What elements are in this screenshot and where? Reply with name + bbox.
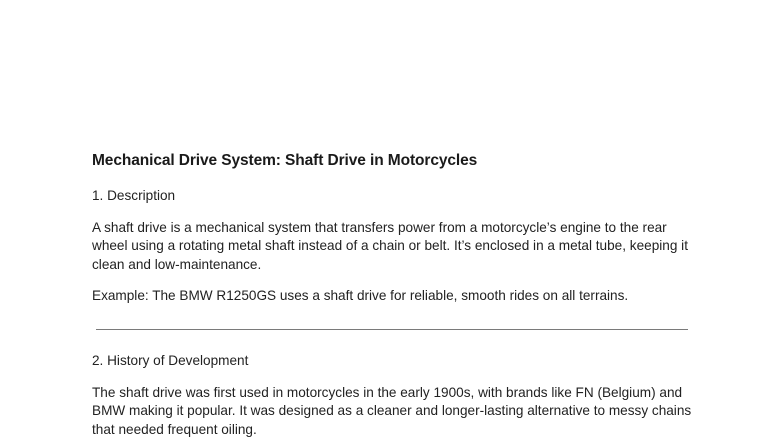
history-paragraph: The shaft drive was first used in motorcycles in the early 1900s, with brands like FN (Belgium) and BMW making it popular. It was designed as a cleaner and longer-lasting alternative to messy chains that needed frequent oiling. xyxy=(92,385,692,437)
section-heading-description: 1. Description xyxy=(92,188,176,203)
document-page xyxy=(92,0,692,441)
document-title: Mechanical Drive System: Shaft Drive in Motorcycles xyxy=(92,152,478,169)
section-heading-history: 2. History of Development xyxy=(92,353,249,368)
description-example: Example: The BMW R1250GS uses a shaft drive for reliable, smooth rides on all terrains. xyxy=(92,288,629,303)
section-divider xyxy=(96,329,688,330)
description-paragraph: A shaft drive is a mechanical system that transfers power from a motorcycle’s engine to the rear wheel using a rotating metal shaft instead of a chain or belt. It’s enclosed in a metal tube, keeping it clean and low-maintenance. xyxy=(92,220,688,272)
